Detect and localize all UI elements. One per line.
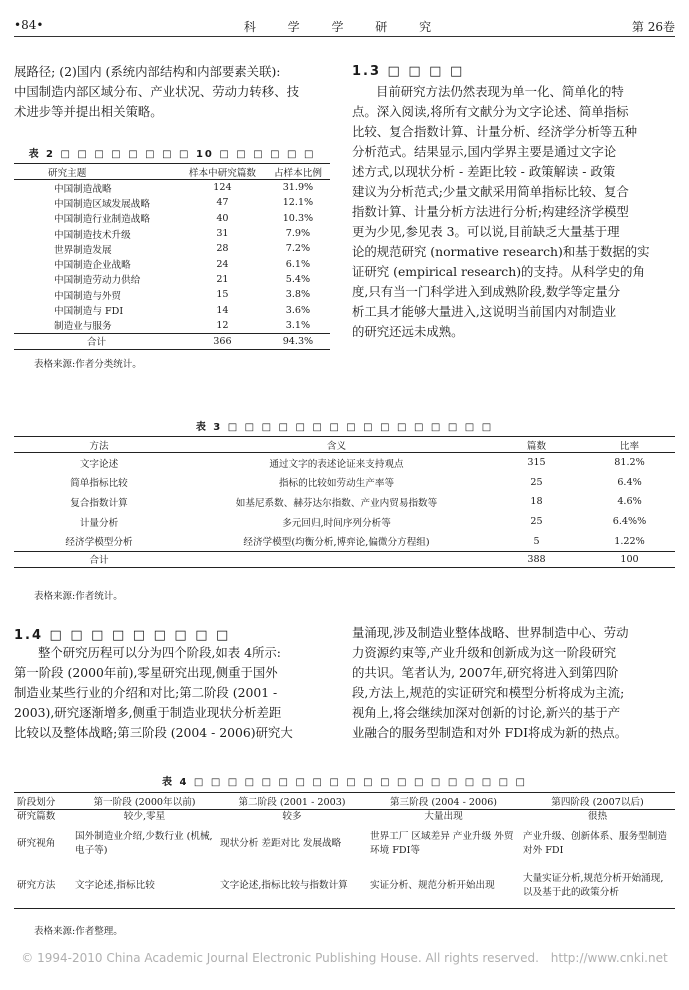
table4-cell: 研究篇数 — [17, 811, 56, 822]
section-1-3-line: 建议为分析范式;少量文献采用简单指标比较、复合 — [352, 184, 629, 199]
section-1-3-line: 比较、复合指数计算、计量分析、经济学分析等五种 — [352, 124, 637, 139]
table2-caption-number: 10 — [195, 149, 214, 160]
table2-cell: 7.2% — [285, 243, 311, 255]
table3 — [14, 436, 675, 568]
table2-cell: 10.3% — [282, 212, 314, 224]
table4-cell: 较多 — [282, 811, 302, 822]
table3-cell: 25 — [530, 516, 543, 528]
table2-source: 表格来源:作者分类统计。 — [34, 359, 142, 370]
table2-cell: 中国制造技术升级 — [54, 229, 131, 241]
section-1-3-line: 度,只有当一门科学进入到成熟阶段,数学等定量分 — [352, 284, 621, 299]
table2-cell: 制造业与服务 — [54, 321, 112, 333]
table2-cell: 中国制造战略 — [54, 183, 112, 195]
table2-row — [14, 302, 330, 317]
section-1-4-line: 第一阶段 (2000年前),零星研究出现,侧重于国外 — [14, 665, 278, 680]
section-1-4-line: 制造业某些行业的介绍和对比;第二阶段 (2001 - — [14, 685, 278, 700]
table2-cell: 28 — [216, 243, 229, 255]
section-1-3-body — [352, 82, 674, 342]
journal-title: 科 学 学 研 究 — [243, 20, 446, 34]
table2-row — [14, 241, 330, 256]
table4-cell: 很热 — [587, 811, 608, 822]
table4-cell: 实证分析、规范分析开始出现 — [367, 864, 520, 909]
table3-header: 篇数 — [489, 437, 584, 453]
table2-cell: 3.1% — [285, 319, 311, 331]
section-1-3-line: 述方式,以现状分析 - 差距比较 - 政策解读 - 政策 — [352, 164, 616, 179]
table2-cell: 5.4% — [285, 273, 311, 285]
table3-cell: 文字论述 — [79, 458, 119, 470]
table3-cell: 经济学模型(均衡分析,博弈论,偏微分方程组) — [243, 537, 430, 549]
table2-row — [14, 318, 330, 334]
table2-row — [14, 226, 330, 241]
table3-cell: 多元回归,时间序列分析等 — [282, 517, 391, 529]
section-1-3-line: 更为少见,参见表 3。可以说,目前缺乏大量基于理 — [352, 224, 620, 239]
table3-total-cell: 100 — [584, 551, 675, 567]
table2-cell: 14 — [216, 304, 229, 316]
table2-row — [14, 287, 330, 302]
table4-cell: 研究视角 — [17, 838, 56, 849]
section-1-4-line: 整个研究历程可以分为四个阶段,如表 4所示: — [38, 645, 281, 660]
table2-total-cell: 94.3% — [266, 333, 330, 349]
table3-total-cell: 388 — [489, 551, 584, 567]
table2-cell: 中国制造与 FDI — [54, 306, 124, 318]
volume-label: 第 26卷 — [631, 20, 675, 34]
table3-cell: 4.6% — [617, 496, 642, 508]
table4-header: 第一阶段 (2000年以前) — [72, 793, 217, 810]
table2-cell: 40 — [216, 212, 229, 224]
section-1-3-line: 点。深入阅读,将所有文献分为文字论述、简单指标 — [352, 104, 629, 119]
table2-cell: 21 — [216, 273, 229, 285]
page-footer — [0, 951, 689, 965]
table4-row — [14, 824, 675, 864]
table2-header: 占样本比例 — [266, 164, 330, 180]
table2-cell: 6.1% — [285, 258, 311, 270]
table3-row — [14, 492, 675, 512]
section-1-4-line: 段,方法上,规范的实证研究和模型分析将成为主流; — [352, 685, 625, 700]
table2-cell: 3.6% — [285, 304, 311, 316]
table3-row — [14, 473, 675, 493]
intro-line: 中国制造内部区域分布、产业状况、劳动力转移、技 — [14, 84, 299, 99]
table2-cell: 中国制造企业战略 — [54, 260, 131, 272]
table4-header: 第二阶段 (2001 - 2003) — [217, 793, 367, 810]
intro-line: 展路径; (2)国内 (系统内部结构和内部要素关联): — [14, 64, 281, 79]
table4-header: 阶段划分 — [14, 793, 72, 810]
table2-cell: 31.9% — [282, 182, 314, 194]
table2-cell: 3.8% — [285, 289, 311, 301]
table3-cell: 5 — [533, 535, 540, 547]
table3-cell: 6.4% — [617, 476, 642, 488]
section-1-4-line: 业融合的服务型制造和对外 FDI将成为新的热点。 — [352, 725, 628, 740]
copyright-text: © 1994-2010 China Academic Journal Electronic Publishing House. All rights reserved. — [21, 951, 539, 965]
table2-cell: 15 — [216, 289, 229, 301]
table2-row — [14, 211, 330, 226]
page-number: •84• — [14, 18, 44, 32]
source-url[interactable]: http://www.cnki.net — [550, 951, 668, 965]
table3-total-cell: 合计 — [14, 551, 184, 567]
table3-header: 含义 — [184, 437, 489, 453]
table3-cell: 经济学模型分析 — [65, 537, 133, 549]
table2-total-cell: 合计 — [14, 333, 179, 349]
table3-cell: 如基尼系数、赫芬达尔指数、产业内贸易指数等 — [235, 497, 438, 509]
table2-caption: 表 2 □ □ □ □ □ □ □ □ 10 □ □ □ □ □ □ — [28, 149, 316, 160]
table3-caption: 表 3 □ □ □ □ □ □ □ □ □ □ □ □ □ □ □ □ — [195, 422, 494, 433]
table2 — [14, 163, 330, 350]
table2-caption-prefix: 表 2 — [28, 149, 56, 160]
section-1-3-line: 目前研究方法仍然表现为单一化、简单化的特 — [376, 84, 624, 99]
table4-cell: 产业升级、创新体系、服务型制造 对外 FDI — [523, 831, 667, 856]
section-1-3-line: 的研究还远未成熟。 — [352, 324, 464, 339]
table2-header: 研究主题 — [14, 164, 179, 180]
table2-row — [14, 272, 330, 287]
table3-header: 方法 — [14, 437, 184, 453]
table4-cell: 大量实证分析,规范分析开始涌现,以及基于此的政策分析 — [520, 864, 675, 909]
section-1-4-line: 力资源约束等,产业升级和创新成为这一阶段研究 — [352, 645, 617, 660]
section-1-4-line: 量涌现,涉及制造业整体战略、世界制造中心、劳动 — [352, 625, 629, 640]
section-1-3-line: 析工具才能够大量进入,这说明当前国内对制造业 — [352, 304, 617, 319]
section-1-4-line: 视角上,将会继续加深对创新的讨论,新兴的基于产 — [352, 705, 621, 720]
table4-cell: 研究方法 — [14, 864, 72, 909]
table2-row — [14, 180, 330, 196]
table4-source: 表格来源:作者整理。 — [34, 926, 123, 937]
table4-caption: 表 4 □ □ □ □ □ □ □ □ □ □ □ □ □ □ □ □ □ □ □ □ — [161, 777, 528, 788]
table3-cell: 6.4%% — [612, 516, 647, 528]
table2-cell: 世界制造发展 — [54, 244, 112, 256]
table3-cell: 25 — [530, 476, 543, 488]
table3-total-row — [14, 551, 675, 567]
table3-header: 比率 — [584, 437, 675, 453]
section-1-3-line: 证研究 (empirical research)的支持。从科学史的角 — [352, 264, 645, 279]
section-1-4-line: 比较以及整体战略;第三阶段 (2004 - 2006)研究大 — [14, 725, 293, 740]
table4-header: 第四阶段 (2007以后) — [520, 793, 675, 810]
section-1-4-left — [14, 643, 330, 743]
table3-cell: 指标的比较如劳动生产率等 — [278, 478, 395, 490]
table2-cell: 47 — [216, 197, 229, 209]
table2-header: 样本中研究篇数 — [179, 164, 266, 180]
table2-cell: 12 — [216, 319, 229, 331]
table3-cell: 18 — [530, 496, 543, 508]
table2-row — [14, 195, 330, 210]
table4-cell: 较少,零星 — [123, 811, 166, 822]
table2-total-row — [14, 333, 330, 349]
table3-row — [14, 512, 675, 532]
table3-cell: 通过文字的表述论证来支持观点 — [269, 458, 404, 470]
section-1-4-line: 2003),研究逐渐增多,侧重于制造业现状分析差距 — [14, 705, 282, 720]
table2-row — [14, 256, 330, 271]
table3-cell: 简单指标比较 — [70, 478, 128, 490]
table3-total-cell — [184, 551, 489, 567]
table2-total-cell: 366 — [179, 333, 266, 349]
table2-cell: 12.1% — [282, 197, 314, 209]
table3-cell: 计量分析 — [79, 517, 119, 529]
table3-cell: 复合指数计算 — [70, 497, 128, 509]
section-1-4-right — [352, 623, 674, 743]
table3-row — [14, 531, 675, 551]
table2-cell: 中国制造区域发展战略 — [54, 198, 150, 210]
intro-paragraph — [14, 62, 330, 122]
section-1-3-line: 分析范式。结果显示,国内学界主要是通过文字论 — [352, 144, 617, 159]
table2-cell: 31 — [216, 228, 229, 240]
table4-cell: 大量出现 — [424, 811, 463, 822]
table2-cell: 中国制造与外贸 — [54, 290, 122, 302]
table4-header: 第三阶段 (2004 - 2006) — [367, 793, 520, 810]
header-divider — [14, 36, 675, 37]
table4-cell: 国外制造业介绍,少数行业 (机械,电子等) — [75, 831, 213, 856]
table4-row — [14, 810, 675, 825]
table2-cell: 7.9% — [285, 228, 311, 240]
page-header — [14, 10, 675, 36]
table4-cell: 文字论述,指标比较 — [72, 864, 217, 909]
intro-line: 术进步等并提出相关策略。 — [14, 104, 163, 119]
section-1-4-line: 的共识。笔者认为, 2007年,研究将进入到第四阶 — [352, 665, 619, 680]
table3-row — [14, 453, 675, 473]
table3-cell: 315 — [527, 457, 546, 469]
table2-cell: 24 — [216, 258, 229, 270]
table4-row — [14, 864, 675, 909]
section-1-4-heading: 1.4 □ □ □ □ □ □ □ □ □ — [14, 628, 231, 643]
table4-cell: 世界工厂 区域差异 产业升级 外贸环境 FDI等 — [370, 831, 514, 856]
table4 — [14, 792, 675, 909]
table3-source: 表格来源:作者统计。 — [34, 591, 123, 602]
section-1-3-line: 论的规范研究 (normative research)和基于数据的实 — [352, 244, 650, 259]
table3-cell: 1.22% — [614, 535, 645, 547]
section-1-3-line: 指数计算、计量分析方法进行分析;构建经济学模型 — [352, 204, 629, 219]
section-1-3-heading: 1.3 □ □ □ □ — [352, 64, 465, 79]
table2-cell: 中国制造行业制造战略 — [54, 214, 150, 226]
table4-cell: 文字论述,指标比较与指数计算 — [217, 864, 367, 909]
table3-cell: 81.2% — [614, 457, 645, 469]
table4-cell: 现状分析 差距对比 发展战略 — [220, 838, 342, 849]
table2-cell: 124 — [213, 182, 232, 194]
table2-cell: 中国制造劳动力供给 — [54, 275, 141, 287]
